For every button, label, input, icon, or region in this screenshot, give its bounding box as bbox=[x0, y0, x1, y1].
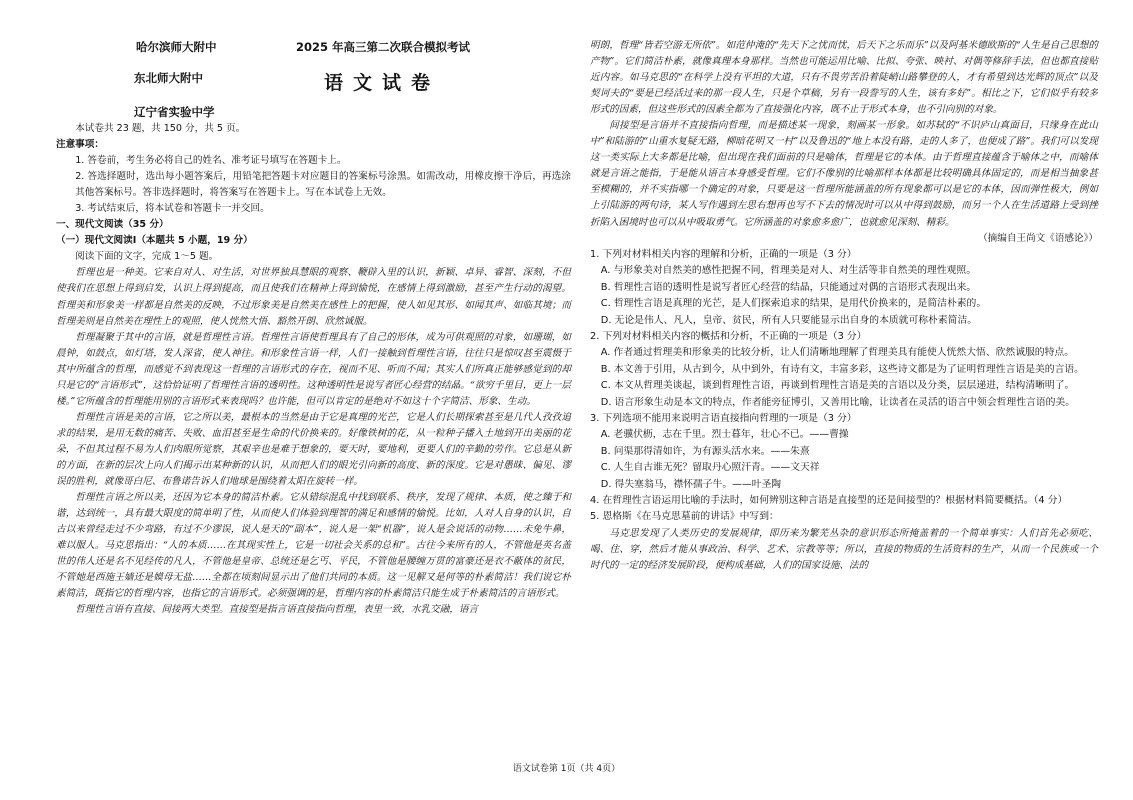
passage-paragraph: 哲理也是一种美。它来自对人、对生活，对世界独具慧眼的观察、鞭辟入里的认识，新颖、卓异、睿智、深刻，不但使我们在思想上得到启发，认识上得到提高，而且使我们在精神上得到愉悦，在感情上得到激励，甚至产生行动的渴望。哲理美和形象美一样都是自然美的反映，不过形象美是自然美在感性上的把握，使人如见其形、如闻其声、如临其境；而哲理美则是自然美在理性上的观照，使人恍然大悟、豁然开朗、欣然诚服。 bbox=[56, 267, 571, 327]
left-column bbox=[56, 0, 571, 800]
school-name-1: 哈尔滨师大附中 bbox=[136, 40, 217, 54]
school-name-2: 东北师大附中 bbox=[134, 71, 203, 85]
question-stem: 4. 在哲理性言语运用比喻的手法时，如何辨别这种言语是直接型的还是间接型的？根据材料简要概括。（4 分） bbox=[590, 495, 1068, 507]
notice-item: 3. 考试结束后，将本试卷和答题卡一并交回。 bbox=[75, 203, 270, 215]
question-option: D. 语言形象生动是本文的特点，作者能旁征博引，又善用比喻，让读者在灵活的语言中领会哲理性言语的美。 bbox=[600, 396, 1076, 408]
passage-paragraph: 明朗，哲理“皆若空游无所依”。如范仲淹的“先天下之忧而忧，后天下之乐而乐”以及阿基米德欧斯的“人生是自己思想的产物”。它们简洁朴素，就像真理本身那样。当然也可能运用比喻、比拟、夸张、映衬、对偶等修辞手法，但也都直接贴近内容。如马克思的“在科学上没有平坦的大道，只有不畏劳苦沿着陡峭山路攀登的人，才有希望到达光辉的顶点”以及契诃夫的“要是已经活过来的那一段人生，只是个草稿，另有一段誊写的人生，该有多好”。相比之下，它们似乎有较多形式的因素，但这些形式的因素全都为了直接强化内容，既不止于形式本身，也不引向别的对象。 bbox=[590, 40, 1098, 116]
school-name-3: 辽宁省实验中学 bbox=[134, 105, 215, 119]
notice-item: 1. 答卷前，考生务必将自己的姓名、准考证号填写在答题卡上。 bbox=[75, 155, 347, 167]
question-option: C. 本文从哲理美谈起，谈到哲理性言语，再谈到哲理性言语是美的言语以及分类，层层递进，结构清晰明了。 bbox=[600, 380, 1075, 392]
passage-paragraph: 哲理凝聚于其中的言语，就是哲理性言语。哲理性言语使哲理具有了自己的形体，成为可供观照的对象，如珊瑚，如晨钟，如鼓点，如灯塔，发人深省，使人神往。和形象性言语一样，人们一接触到哲理性言语，往往只是惊叹甚至震慑于其中所蕴含的哲理，而感觉不到表现这一哲理的言语形式的存在，视而不见、听而不闻；其实人们所真正能够感觉到的却只是它的“言语形式”，这恰恰证明了哲理性言语的透明性。这种透明性是说写者匠心经营的结晶。“欲穷千里目，更上一层楼。”它所蕴含的哲理能用别的言语形式来表现吗？也许能，但可以肯定的是绝对不如这十个字简洁、形象、生动。 bbox=[56, 331, 571, 407]
question-option: C. 哲理性言语是真理的光芒，是人们探索追求的结果，是用代价换来的，是简洁朴素的。 bbox=[600, 298, 987, 310]
reading-prompt: 阅读下面的文字，完成 1～5 题。 bbox=[75, 251, 219, 263]
question-stem: 5. 恩格斯《在马克思墓前的讲话》中写到： bbox=[590, 511, 779, 523]
question-option: A. 作者通过哲理美和形象美的比较分析，让人们清晰地理解了哲理美具有能使人恍然大悟、欣然诚服的特点。 bbox=[600, 347, 1074, 359]
subject-title: 语文试卷 bbox=[324, 72, 441, 94]
question-option: A. 老骥伏枥，志在千里。烈士暮年，壮心不已。——曹操 bbox=[600, 429, 849, 441]
passage-paragraph: 哲理性言语之所以美，还因为它本身的简洁朴素。它从错综混乱中找到联系、秩序，发现了规律、本质，使之臻于和谐，达到统一，具有最大限度的简单明了性，从而使人们体验到理智的满足和感情的愉悦。比如，人对人自身的认识，自古以来曾经走过不少弯路，有过不少谬误，说人是天的“副本”，说人是一架“机器”，说人是会说话的动物……未免牛鼻，难以服人。马克思指出：“人的本质……在其现实性上，它是一切社会关系的总和”。古往今来所有的人，不管他是英名盖世的伟人还是名不见经传的凡人，不管他是皇帝、总统还是乞丐、平民，不管他是腰缠万贯的富豪还是衣不蔽体的贫民，不管她是西施王嫱还是嫫母无盐……全都在顷刻间显示出了他们共同的本质。这一见解又是何等的朴素简洁！我们说它朴素简洁，既指它的哲理内容，也指它的言语形式。必须强调的是，哲理内容的朴素简洁只能生成于朴素简洁的言语形式。 bbox=[56, 492, 571, 600]
question-option: B. 本文善于引用，从古到今，从中到外，有诗有文，丰富多彩，这些诗文都是为了证明哲理性言语是美的言语。 bbox=[600, 363, 1084, 375]
notice-item: 2. 答选择题时，选出每小题答案后，用铅笔把答题卡对应题目的答案标号涂黑。如需改动，用橡皮擦干净后，再选涂其他答案标号。答非选择题时，将答案写在答题卡上。写在本试卷上无效。 bbox=[75, 171, 571, 199]
question-option: A. 与形象美对自然美的感性把握不同，哲理美是对人、对生活等非自然美的理性观照。 bbox=[600, 265, 977, 277]
passage-paragraph: 哲理性言语是美的言语，它之所以美，最根本的当然是由于它是真理的光芒，它是人们长期探索甚至是几代人孜孜追求的结果，是用无数的痛苦、失败、血泪甚至是生命的代价换来的。好像铁树的花，从一粒种子播入土地到开出美丽的花朵，不但其过程不易为人们肉眼所觉察，其艰辛也是难于想象的，要天时，要地利，更要人们的辛勤的劳作。它总是从新的方面，在新的层次上向人们揭示出某种新的认识，从而把人们的眼光引向新的高度、新的深度。它是对愚昧、偏见、谬误的胜利，就像哥白尼、布鲁诺告诉人们地球是围绕着太阳在旋转一样。 bbox=[56, 411, 571, 488]
passage-source: （摘编自王尚文《语感论》） bbox=[978, 232, 1098, 244]
left-flow bbox=[56, 121, 571, 618]
question-option: D. 得失塞翁马，襟怀孺子牛。——叶圣陶 bbox=[600, 478, 782, 490]
passage-paragraph: 间接型是言语并不直接指向哲理，而是描述某一现象，刻画某一形象。如苏轼的“不识庐山真面目，只缘身在此山中”和陆游的“山重水复疑无路，柳暗花明又一村”以及鲁迅的“地上本没有路，走的人多了，也便成了路”。我们可以发现这一类实际上大多都是比喻，但出现在我们面前的只是喻体，哲理是它的本体。由于哲理直接蕴含于喻体之中，而喻体就是言语之能指，于是能从语言本身感受哲理。它们不像别的比喻那样本体都是比较明确具体固定的，而是相当抽象甚至模糊的，并不实指哪一个确定的对象，只要是这一哲理所能涵盖的所有现象都可以是它的本体，因而弹性极大，例如上引陆游的两句诗，某人写作遇到左思右想再也写不下去的情况时可以从中得到鼓励，而另一个人在生活道路上受到挫折陷入困境时也可以从中吸取勇气。它所涵盖的对象愈多愈广，也就愈见深刻、精彩。 bbox=[590, 120, 1098, 228]
notice-title: 注意事项： bbox=[56, 139, 104, 151]
question-stem: 3. 下列选项不能用来说明言语直接指向哲理的一项是（3 分） bbox=[590, 413, 857, 425]
subsection-heading: （一）现代文阅读Ⅰ（本题共 5 小题，19 分） bbox=[56, 235, 253, 247]
question-option: B. 哲理性言语的透明性是说写者匠心经营的结晶，只能通过对偶的言语形式表现出来。 bbox=[600, 281, 977, 293]
quoted-passage: 马克思发现了人类历史的发展规律，即历来为繁芜丛杂的意识形态所掩盖着的一个简单事实：人们首先必须吃、喝、住、穿，然后才能从事政治、科学、艺术、宗教等等；所以，直接的物质的生活资料的生产，从而一个民族或一个时代的一定的经济发展阶段，便构成基础，人们的国家设施、法的 bbox=[590, 527, 1098, 571]
right-flow bbox=[590, 38, 1098, 574]
question-stem: 2. 下列对材料相关内容的概括和分析，不正确的一项是（3 分） bbox=[590, 331, 867, 342]
right-column bbox=[590, 0, 1098, 800]
exam-title: 2025 年高三第二次联合模拟考试 bbox=[296, 40, 471, 54]
question-option: B. 问渠那得清如许，为有源头活水来。——朱熹 bbox=[600, 445, 810, 457]
exam-intro: 本试卷共 23 题，共 150 分，共 5 页。 bbox=[75, 123, 246, 134]
question-option: D. 无论是伟人、凡人，皇帝、贫民，所有人只要能显示出自身的本质就可称朴素简洁。 bbox=[600, 314, 978, 326]
section-heading: 一、现代文阅读（35 分） bbox=[56, 219, 169, 231]
question-option: C. 人生自古谁无死？留取丹心照汗青。——文天祥 bbox=[600, 462, 820, 474]
passage-paragraph: 哲理性言语有直接、间接两大类型。直接型是指言语直接指向哲理，表里一致，水乳交融，语言 bbox=[75, 604, 479, 616]
question-stem: 1. 下列对材料相关内容的理解和分析，正确的一项是（3 分） bbox=[590, 248, 857, 260]
page-footer: 语文试卷第 1页（共 4页） bbox=[512, 764, 621, 774]
